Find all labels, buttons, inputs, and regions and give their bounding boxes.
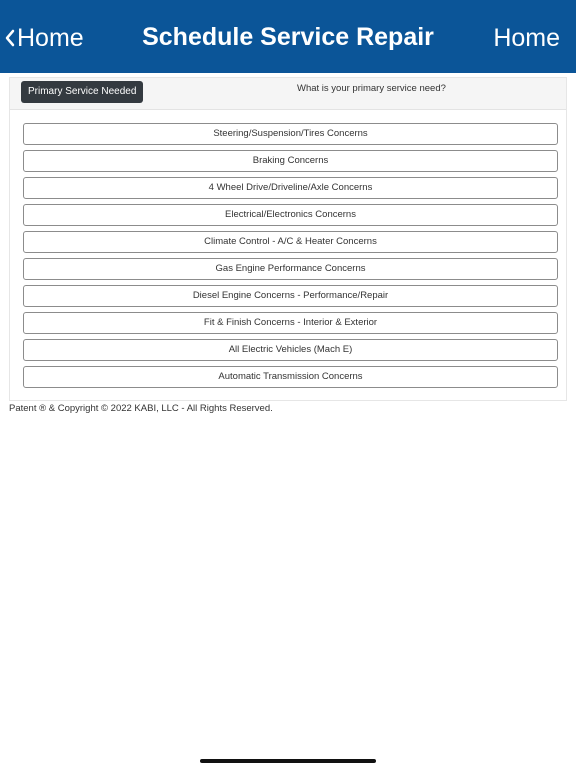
navigation-bar: [0, 0, 576, 73]
page-title: Schedule Service Repair: [142, 23, 434, 51]
option-electrical-electronics[interactable]: Electrical/Electronics Concerns: [23, 204, 558, 226]
primary-service-badge: Primary Service Needed: [21, 81, 143, 103]
option-diesel-engine[interactable]: Diesel Engine Concerns - Performance/Repair: [23, 285, 558, 307]
home-button[interactable]: Home: [493, 24, 560, 52]
home-indicator[interactable]: [200, 759, 376, 763]
panel-header: [10, 78, 566, 110]
option-climate-control[interactable]: Climate Control - A/C & Heater Concerns: [23, 231, 558, 253]
option-electric-vehicles[interactable]: All Electric Vehicles (Mach E): [23, 339, 558, 361]
panel-question: What is your primary service need?: [297, 83, 446, 94]
option-automatic-transmission[interactable]: Automatic Transmission Concerns: [23, 366, 558, 388]
back-label: Home: [17, 24, 84, 52]
option-fit-finish[interactable]: Fit & Finish Concerns - Interior & Exterior: [23, 312, 558, 334]
copyright-footer: Patent ® & Copyright © 2022 KABI, LLC - All Rights Reserved.: [9, 403, 273, 414]
service-options-list: [23, 123, 558, 393]
option-4wd-driveline-axle[interactable]: 4 Wheel Drive/Driveline/Axle Concerns: [23, 177, 558, 199]
service-panel: [9, 77, 567, 401]
option-braking[interactable]: Braking Concerns: [23, 150, 558, 172]
option-steering-suspension-tires[interactable]: Steering/Suspension/Tires Concerns: [23, 123, 558, 145]
option-gas-engine-performance[interactable]: Gas Engine Performance Concerns: [23, 258, 558, 280]
